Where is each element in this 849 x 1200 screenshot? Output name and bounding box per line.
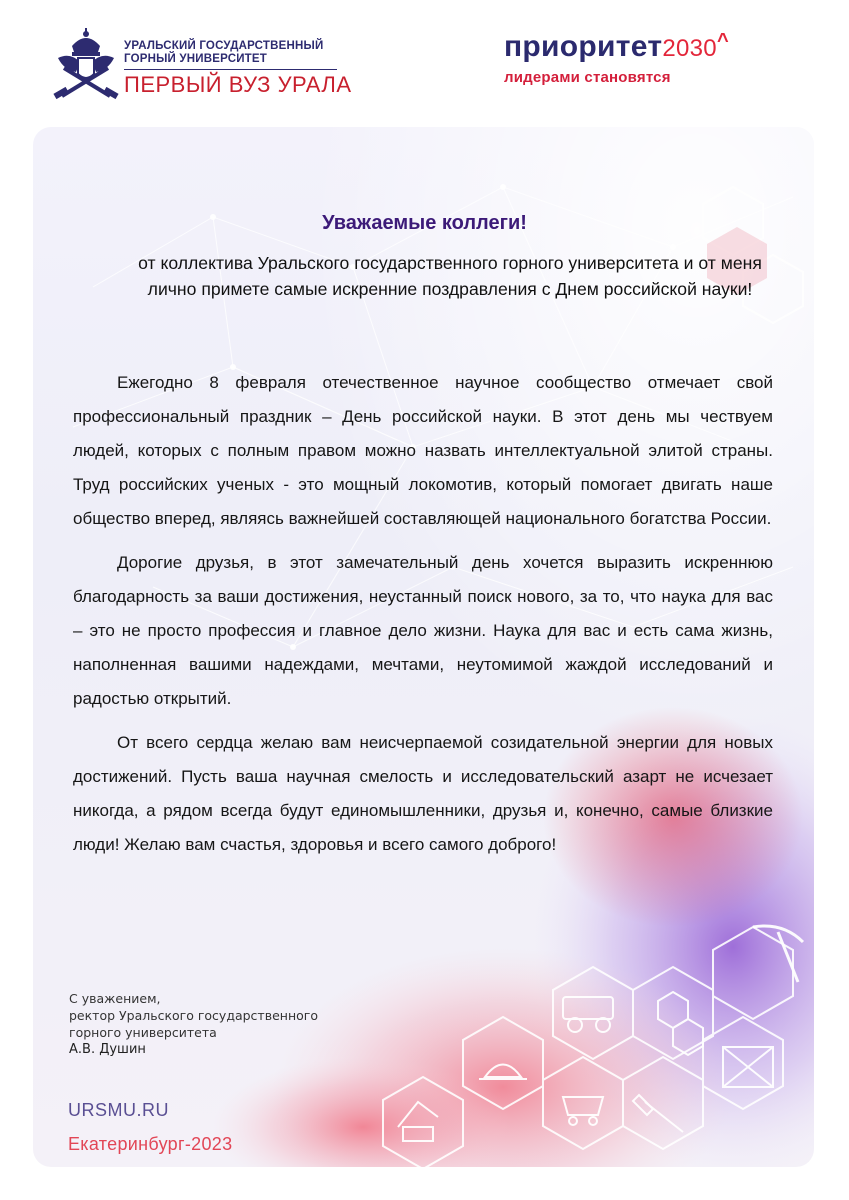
letter-body bbox=[73, 366, 773, 872]
signature-position: ректор Уральского государственного bbox=[69, 1008, 318, 1023]
priority-slogan: лидерами становятся bbox=[504, 69, 671, 86]
intro-line-1: от коллектива Уральского государственного горного университета и от меня bbox=[138, 253, 762, 273]
priority-title bbox=[504, 30, 729, 67]
website-link[interactable]: URSMU.RU bbox=[68, 1100, 169, 1120]
paragraph-3: От всего сердца желаю вам неисчерпаемой созидательной энергии для новых достижений. Пусть ваша научная смелость и исследовательский азарт не исчезает никогда, а рядом всегда будут единомышленники, друзья и, конечно, самые близкие люди! Желаю вам счастья, здоровья и всего самого доброго! bbox=[73, 733, 773, 854]
university-name-line2: ГОРНЫЙ УНИВЕРСИТЕТ bbox=[124, 53, 267, 65]
divider bbox=[124, 69, 337, 70]
university-name-line1: УРАЛЬСКИЙ ГОСУДАРСТВЕННЫЙ bbox=[124, 40, 324, 52]
signature-greeting: С уважением, bbox=[69, 991, 161, 1006]
university-motto: ПЕРВЫЙ ВУЗ УРАЛА bbox=[124, 72, 352, 97]
signature-name: А.В. Душин bbox=[69, 1042, 146, 1057]
university-name-block bbox=[124, 40, 352, 98]
university-crest-icon bbox=[50, 28, 122, 104]
priority-2030-logo bbox=[504, 30, 729, 86]
paragraph-1: Ежегодно 8 февраля отечественное научное сообщество отмечает свой профессиональный праздник – День российской науки. В этот день мы чествуем людей, которых с полным правом можно назвать интеллектуальной элитой страны. Труд российских ученых - это мощный локомотив, который помогает двигать наше общество вперед, являясь важнейшей составляющей национального богатства России. bbox=[73, 373, 773, 528]
priority-word: приоритет bbox=[504, 30, 663, 63]
priority-caret-icon: ^ bbox=[716, 30, 729, 52]
signature-organization: горного университета bbox=[69, 1025, 217, 1040]
intro-line-2: лично примете самые искренние поздравления с Днем российской науки! bbox=[147, 279, 753, 299]
paragraph-2: Дорогие друзья, в этот замечательный день хочется выразить искреннюю благодарность за ваши достижения, неустанный поиск нового, за то, что наука для вас – это не просто профессия и главное дело жизни. Наука для вас и есть сама жизнь, наполненная вашими надеждами, мечтами, неутомимой жаждой исследований и радостью открытий. bbox=[73, 553, 773, 708]
priority-year: 2030 bbox=[662, 35, 717, 62]
letter-intro bbox=[80, 250, 820, 302]
letterhead bbox=[0, 0, 849, 128]
city-year: Екатеринбург-2023 bbox=[68, 1134, 233, 1154]
signature-block bbox=[69, 990, 318, 1058]
letter-heading: Уважаемые коллеги! bbox=[322, 212, 527, 234]
